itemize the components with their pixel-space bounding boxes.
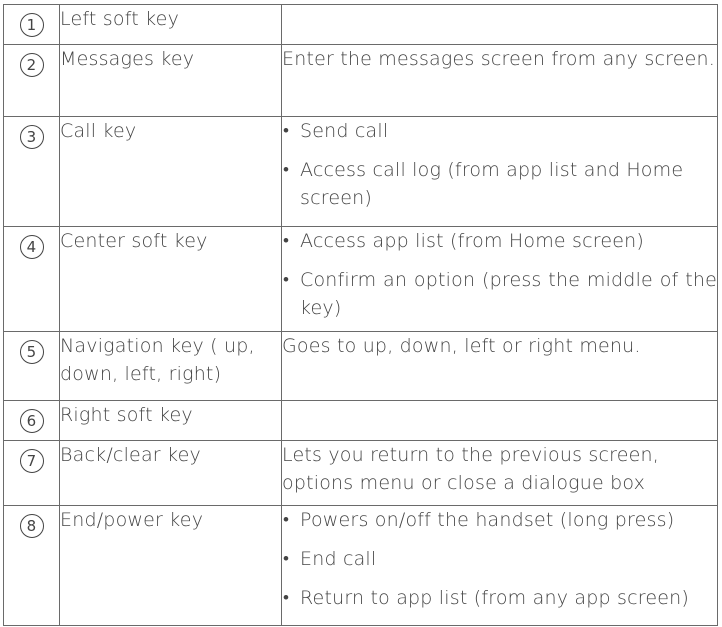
key-name: Navigation key ( up, down, left, right)	[60, 332, 282, 401]
circled-number: 7	[20, 449, 44, 473]
list-item	[282, 266, 717, 322]
bullet-text: Access app list (from Home screen)	[300, 230, 645, 252]
bullet-icon: •	[283, 231, 290, 251]
bullet-text: Powers on/off the handset (long press)	[300, 509, 675, 531]
description-text: Lets you return to the previous screen, options menu or close a dialogue box	[282, 444, 660, 494]
circled-number: 1	[20, 13, 44, 37]
circled-number: 6	[20, 409, 44, 433]
list-item	[282, 117, 717, 145]
key-description	[282, 5, 718, 45]
key-description	[282, 45, 718, 117]
key-name: Call key	[60, 117, 282, 227]
row-number-cell	[4, 5, 60, 45]
description-text: Goes to up, down, left or right menu.	[282, 335, 641, 357]
key-name: Center soft key	[60, 227, 282, 332]
list-item	[282, 506, 717, 534]
key-name: Left soft key	[60, 5, 282, 45]
table-row	[4, 227, 718, 332]
table-row	[4, 401, 718, 441]
row-number-cell	[4, 117, 60, 227]
row-number-cell	[4, 227, 60, 332]
table-row	[4, 117, 718, 227]
table-row	[4, 441, 718, 506]
bullet-list	[282, 117, 717, 212]
key-description	[282, 506, 718, 626]
row-number-cell	[4, 506, 60, 626]
bullet-text: Return to app list (from any app screen)	[300, 587, 689, 609]
key-function-table	[3, 4, 718, 626]
bullet-icon: •	[283, 510, 290, 530]
key-name: Right soft key	[60, 401, 282, 441]
bullet-list	[282, 227, 717, 322]
list-item	[282, 227, 717, 255]
bullet-text: Confirm an option (press the middle of the key)	[300, 269, 717, 319]
bullet-list	[282, 506, 717, 612]
table-row	[4, 332, 718, 401]
circled-number: 5	[20, 340, 44, 364]
bullet-text: End call	[300, 548, 377, 570]
key-description	[282, 117, 718, 227]
row-number-cell	[4, 332, 60, 401]
row-number-cell	[4, 45, 60, 117]
list-item	[282, 545, 717, 573]
bullet-icon: •	[283, 270, 290, 290]
bullet-text: Access call log (from app list and Home screen)	[300, 159, 684, 209]
circled-number: 3	[20, 125, 44, 149]
bullet-text: Send call	[300, 120, 389, 142]
list-item	[282, 156, 717, 212]
list-item	[282, 584, 717, 612]
bullet-icon: •	[283, 549, 290, 569]
circled-number: 4	[20, 235, 44, 259]
key-description	[282, 441, 718, 506]
circled-number: 8	[20, 514, 44, 538]
circled-number: 2	[20, 53, 44, 77]
bullet-icon: •	[283, 160, 290, 180]
key-name: Messages key	[60, 45, 282, 117]
key-description	[282, 227, 718, 332]
key-description	[282, 332, 718, 401]
description-text: Enter the messages screen from any screen.	[282, 48, 715, 70]
table-row	[4, 506, 718, 626]
bullet-icon: •	[283, 588, 290, 608]
row-number-cell	[4, 401, 60, 441]
table-row	[4, 45, 718, 117]
bullet-icon: •	[283, 121, 290, 141]
row-number-cell	[4, 441, 60, 506]
key-name: End/power key	[60, 506, 282, 626]
table-row	[4, 5, 718, 45]
key-description	[282, 401, 718, 441]
key-name: Back/clear key	[60, 441, 282, 506]
